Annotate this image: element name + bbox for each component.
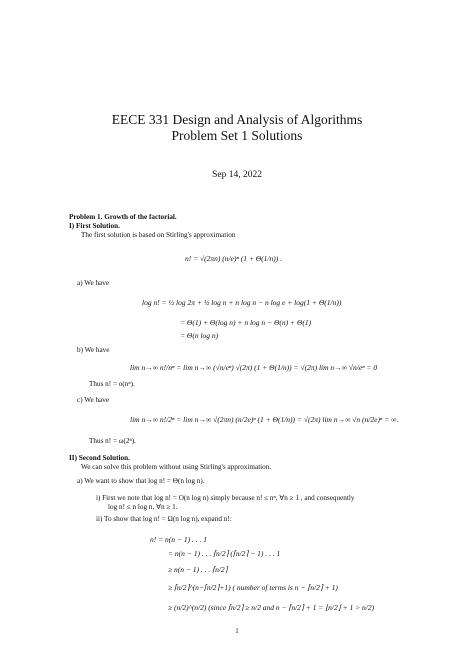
first-solution-intro: The first solution is based on Stirling's approximation: [81, 231, 236, 239]
part-a-equation-3: = Θ(n log n): [180, 331, 219, 340]
part-b-label: b) We have: [77, 346, 110, 354]
document-date: Sep 14, 2022: [212, 170, 262, 180]
document-title-line1: EECE 331 Design and Analysis of Algorithms: [111, 112, 363, 127]
part-b-equation: lim n→∞ n!/nⁿ = lim n→∞ (√n/eⁿ) √(2π) (1 + Θ(1/n)) = √(2π) lim n→∞ √n/eⁿ = 0: [130, 363, 378, 372]
expansion-line-4: ≥ ⌈n/2⌉^(n−⌈n/2⌉+1) ( number of terms is n − ⌈n/2⌉ + 1): [168, 583, 338, 592]
subpart-i-text: i) First we note that log n! = O(n log n) simply because n! ≤ nⁿ, ∀n ≥ 1 , and consequently: [96, 494, 355, 502]
expansion-line-1: n! = n(n − 1) . . . 1: [150, 535, 207, 544]
subpart-i-text-2: log n! ≤ n log n, ∀n ≥ 1.: [108, 503, 178, 511]
expansion-line-2: = n(n − 1) . . . ⌈n/2⌉ (⌈n/2⌉ − 1) . . . 1: [168, 549, 281, 558]
second-part-a-label: a) We want to show that log n! = Θ(n log n).: [77, 477, 205, 485]
part-a-equation-1: log n! = ½ log 2π + ½ log n + n log n − n log e + log(1 + Θ(1/n)): [142, 298, 342, 307]
part-a-label: a) We have: [77, 279, 110, 287]
part-c-equation: lim n→∞ n!/2ⁿ = lim n→∞ √(2πn) (n/2e)ⁿ (1 + Θ(1/n)) = √(2π) lim n→∞ √n (n/2e)ⁿ = ∞.: [130, 415, 399, 424]
stirling-formula: n! = √(2πn) (n/e)ⁿ (1 + Θ(1/n)) .: [185, 254, 282, 263]
part-a-equation-2: = Θ(1) + Θ(log n) + n log n − Θ(n) + Θ(1): [180, 318, 312, 327]
problem1-heading: Problem 1. Growth of the factorial.: [69, 213, 177, 221]
part-c-label: c) We have: [77, 396, 110, 404]
part-c-conclusion: Thus n! = ω(2ⁿ).: [89, 437, 136, 445]
expansion-line-5: ≥ (n/2)^(n/2) (since ⌈n/2⌉ ≥ n/2 and n − ⌈n/2⌉ + 1 = ⌊n/2⌋ + 1 > n/2): [168, 603, 375, 612]
expansion-line-3: ≥ n(n − 1) . . . ⌈n/2⌉: [168, 565, 228, 574]
second-solution-heading: II) Second Solution.: [69, 454, 130, 462]
page-number: 1: [235, 627, 239, 635]
part-b-conclusion: Thus n! = o(nⁿ).: [89, 380, 135, 388]
document-title-line2: Problem Set 1 Solutions: [171, 128, 303, 143]
first-solution-heading: I) First Solution.: [69, 222, 120, 230]
subpart-ii-text: ii) To show that log n! = Ω(n log n), expand n!:: [96, 515, 232, 523]
second-solution-intro: We can solve this problem without using Stirling's approximation.: [81, 463, 272, 471]
